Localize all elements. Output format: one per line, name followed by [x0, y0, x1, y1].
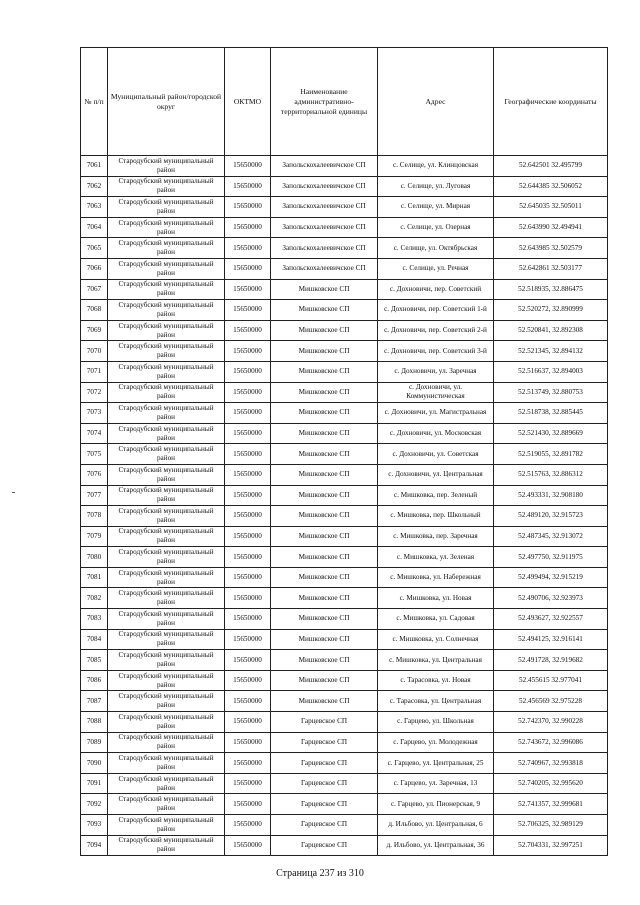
- row-number: 7063: [81, 197, 108, 218]
- row-coords: 52.643985 32.502579: [494, 238, 608, 259]
- row-unit: Мишковское СП: [271, 300, 378, 321]
- table-row: [81, 444, 608, 465]
- row-address: с. Дохновичи, пер. Советский: [378, 279, 494, 300]
- row-coords: 52.519055, 32.891782: [494, 444, 608, 465]
- row-coords: 52.741357, 32.999681: [494, 794, 608, 815]
- row-district: Стародубский муниципальный район: [108, 712, 225, 733]
- row-district: Стародубский муниципальный район: [108, 279, 225, 300]
- row-address: с. Мишковка, ул. Центральная: [378, 650, 494, 671]
- row-coords: 52.493331, 32.908180: [494, 485, 608, 506]
- row-oktmo: 15650000: [225, 156, 271, 177]
- row-oktmo: 15650000: [225, 444, 271, 465]
- row-address: с. Селище, ул. Озерная: [378, 217, 494, 238]
- row-coords: 52.742370, 32.990228: [494, 712, 608, 733]
- row-number: 7081: [81, 567, 108, 588]
- table-row: [81, 403, 608, 424]
- row-unit: Гарцевское СП: [271, 773, 378, 794]
- row-coords: 52.740205, 32.995620: [494, 773, 608, 794]
- row-address: с. Мишковка, ул. Новая: [378, 588, 494, 609]
- row-address: д. Ильбово, ул. Центральная, 36: [378, 835, 494, 856]
- row-district: Стародубский муниципальный район: [108, 547, 225, 568]
- row-oktmo: 15650000: [225, 609, 271, 630]
- row-address: с. Селище, ул. Октябрьская: [378, 238, 494, 259]
- row-number: 7084: [81, 629, 108, 650]
- table-row: [81, 753, 608, 774]
- table-row: [81, 320, 608, 341]
- row-oktmo: 15650000: [225, 753, 271, 774]
- row-unit: Гарцевское СП: [271, 835, 378, 856]
- row-oktmo: 15650000: [225, 258, 271, 279]
- row-address: с. Мишковка, пер. Школьный: [378, 506, 494, 527]
- row-oktmo: 15650000: [225, 567, 271, 588]
- row-oktmo: 15650000: [225, 238, 271, 259]
- row-coords: 52.456569 32.975228: [494, 691, 608, 712]
- row-district: Стародубский муниципальный район: [108, 815, 225, 836]
- page-footer: Страница 237 из 310: [276, 868, 364, 879]
- row-district: Стародубский муниципальный район: [108, 794, 225, 815]
- row-district: Стародубский муниципальный район: [108, 753, 225, 774]
- row-oktmo: 15650000: [225, 629, 271, 650]
- row-number: 7092: [81, 794, 108, 815]
- row-oktmo: 15650000: [225, 712, 271, 733]
- row-district: Стародубский муниципальный район: [108, 217, 225, 238]
- row-address: с. Мишковка, ул. Зеленая: [378, 547, 494, 568]
- table-row: [81, 176, 608, 197]
- table-row: [81, 238, 608, 259]
- row-number: 7074: [81, 423, 108, 444]
- row-number: 7090: [81, 753, 108, 774]
- row-coords: 52.455615 32.977041: [494, 670, 608, 691]
- row-oktmo: 15650000: [225, 464, 271, 485]
- row-coords: 52.644385 32.506052: [494, 176, 608, 197]
- row-address: с. Тарасовка, ул. Центральная: [378, 691, 494, 712]
- table-row: [81, 382, 608, 403]
- header-address: Адрес: [378, 48, 494, 156]
- row-number: 7079: [81, 526, 108, 547]
- row-oktmo: 15650000: [225, 217, 271, 238]
- row-unit: Гарцевское СП: [271, 815, 378, 836]
- row-oktmo: 15650000: [225, 547, 271, 568]
- row-number: 7070: [81, 341, 108, 362]
- table-row: [81, 567, 608, 588]
- row-address: с. Селище, ул. Мирная: [378, 197, 494, 218]
- table-row: [81, 464, 608, 485]
- table-row: [81, 526, 608, 547]
- row-oktmo: 15650000: [225, 815, 271, 836]
- row-district: Стародубский муниципальный район: [108, 609, 225, 630]
- row-number: 7065: [81, 238, 108, 259]
- row-coords: 52.520272, 32.890999: [494, 300, 608, 321]
- table-row: [81, 815, 608, 836]
- table-row: [81, 300, 608, 321]
- row-unit: Мишковское СП: [271, 341, 378, 362]
- row-oktmo: 15650000: [225, 197, 271, 218]
- row-address: с. Селище, ул. Клинцовская: [378, 156, 494, 177]
- row-unit: Запольскохалеевичское СП: [271, 176, 378, 197]
- row-unit: Запольскохалеевичское СП: [271, 258, 378, 279]
- row-number: 7087: [81, 691, 108, 712]
- row-coords: 52.490706, 32.923973: [494, 588, 608, 609]
- row-unit: Мишковское СП: [271, 485, 378, 506]
- table-row: [81, 361, 608, 382]
- table-row: [81, 835, 608, 856]
- row-unit: Мишковское СП: [271, 691, 378, 712]
- row-number: 7082: [81, 588, 108, 609]
- row-oktmo: 15650000: [225, 485, 271, 506]
- row-address: с. Тарасовка, ул. Новая: [378, 670, 494, 691]
- row-district: Стародубский муниципальный район: [108, 238, 225, 259]
- row-number: 7061: [81, 156, 108, 177]
- row-address: с. Гарцево, ул. Молодежная: [378, 732, 494, 753]
- row-unit: Мишковское СП: [271, 423, 378, 444]
- document-sheet: [80, 47, 608, 856]
- table-row: [81, 506, 608, 527]
- row-district: Стародубский муниципальный район: [108, 176, 225, 197]
- row-coords: 52.497750, 32.911975: [494, 547, 608, 568]
- row-address: с. Гарцево, ул. Пионерская, 9: [378, 794, 494, 815]
- row-district: Стародубский муниципальный район: [108, 361, 225, 382]
- row-unit: Гарцевское СП: [271, 753, 378, 774]
- row-district: Стародубский муниципальный район: [108, 258, 225, 279]
- table-row: [81, 197, 608, 218]
- row-address: с. Гарцево, ул. Школьная: [378, 712, 494, 733]
- header-unit: Наименование административно-территориальной единицы: [271, 48, 378, 156]
- row-number: 7077: [81, 485, 108, 506]
- table-row: [81, 547, 608, 568]
- table-row: [81, 732, 608, 753]
- row-address: с. Селище, ул. Речная: [378, 258, 494, 279]
- row-district: Стародубский муниципальный район: [108, 526, 225, 547]
- row-coords: 52.706325, 32.989129: [494, 815, 608, 836]
- row-number: 7069: [81, 320, 108, 341]
- row-address: д. Ильбово, ул. Центральная, 6: [378, 815, 494, 836]
- table-row: [81, 217, 608, 238]
- row-number: 7066: [81, 258, 108, 279]
- row-coords: 52.515763, 32.886312: [494, 464, 608, 485]
- row-unit: Мишковское СП: [271, 650, 378, 671]
- row-number: 7085: [81, 650, 108, 671]
- table-row: [81, 156, 608, 177]
- row-district: Стародубский муниципальный район: [108, 403, 225, 424]
- row-unit: Мишковское СП: [271, 670, 378, 691]
- row-district: Стародубский муниципальный район: [108, 300, 225, 321]
- row-number: 7094: [81, 835, 108, 856]
- table-row: [81, 258, 608, 279]
- row-district: Стародубский муниципальный район: [108, 423, 225, 444]
- table-row: [81, 423, 608, 444]
- row-district: Стародубский муниципальный район: [108, 444, 225, 465]
- row-coords: 52.487345, 32.913072: [494, 526, 608, 547]
- row-address: с. Дохновичи, ул. Советская: [378, 444, 494, 465]
- row-address: с. Мишковка, пер. Заречная: [378, 526, 494, 547]
- row-address: с. Дохновичи, ул. Магистральная: [378, 403, 494, 424]
- row-address: с. Дохновичи, пер. Советский 2-й: [378, 320, 494, 341]
- row-number: 7076: [81, 464, 108, 485]
- row-district: Стародубский муниципальный район: [108, 464, 225, 485]
- row-district: Стародубский муниципальный район: [108, 650, 225, 671]
- row-number: 7072: [81, 382, 108, 403]
- table-row: [81, 773, 608, 794]
- row-address: с. Дохновичи, ул. Московская: [378, 423, 494, 444]
- row-unit: Мишковское СП: [271, 526, 378, 547]
- table-body: [81, 156, 608, 856]
- row-unit: Запольскохалеевичское СП: [271, 238, 378, 259]
- row-number: 7088: [81, 712, 108, 733]
- table-row: [81, 609, 608, 630]
- row-address: с. Мишковка, ул. Набережная: [378, 567, 494, 588]
- header-num: № п/п: [81, 48, 108, 156]
- row-unit: Гарцевское СП: [271, 712, 378, 733]
- row-coords: 52.489120, 32.915723: [494, 506, 608, 527]
- row-coords: 52.491728, 32.919682: [494, 650, 608, 671]
- row-unit: Мишковское СП: [271, 506, 378, 527]
- row-coords: 52.743672, 32.996086: [494, 732, 608, 753]
- header-oktmo: ОКТМО: [225, 48, 271, 156]
- row-unit: Гарцевское СП: [271, 732, 378, 753]
- table-row: [81, 794, 608, 815]
- row-unit: Мишковское СП: [271, 609, 378, 630]
- row-unit: Мишковское СП: [271, 629, 378, 650]
- row-district: Стародубский муниципальный район: [108, 320, 225, 341]
- row-oktmo: 15650000: [225, 341, 271, 362]
- header-district: Муниципальный район/городской округ: [108, 48, 225, 156]
- row-coords: 52.740967, 32.993818: [494, 753, 608, 774]
- row-oktmo: 15650000: [225, 403, 271, 424]
- row-coords: 52.645035 32.505011: [494, 197, 608, 218]
- row-oktmo: 15650000: [225, 835, 271, 856]
- row-address: с. Дохновичи, ул. Центральная: [378, 464, 494, 485]
- row-coords: 52.499494, 32.915219: [494, 567, 608, 588]
- address-table: [80, 47, 608, 856]
- table-header-row: [81, 48, 608, 156]
- row-coords: 52.493627, 32.922557: [494, 609, 608, 630]
- row-oktmo: 15650000: [225, 423, 271, 444]
- table-row: [81, 691, 608, 712]
- header-coords: Географические координаты: [494, 48, 608, 156]
- row-coords: 52.518738, 32.885445: [494, 403, 608, 424]
- row-unit: Запольскохалеевичское СП: [271, 197, 378, 218]
- table-row: [81, 712, 608, 733]
- table-row: [81, 629, 608, 650]
- row-address: с. Мишковка, ул. Садовая: [378, 609, 494, 630]
- row-oktmo: 15650000: [225, 176, 271, 197]
- row-number: 7073: [81, 403, 108, 424]
- row-district: Стародубский муниципальный район: [108, 670, 225, 691]
- row-oktmo: 15650000: [225, 794, 271, 815]
- row-number: 7078: [81, 506, 108, 527]
- row-oktmo: 15650000: [225, 691, 271, 712]
- table-row: [81, 650, 608, 671]
- row-coords: 52.520841, 32.892308: [494, 320, 608, 341]
- row-coords: 52.521345, 32.894132: [494, 341, 608, 362]
- row-coords: 52.494125, 32.916141: [494, 629, 608, 650]
- row-district: Стародубский муниципальный район: [108, 773, 225, 794]
- row-unit: Мишковское СП: [271, 361, 378, 382]
- row-number: 7062: [81, 176, 108, 197]
- table-row: [81, 485, 608, 506]
- row-district: Стародубский муниципальный район: [108, 567, 225, 588]
- table-row: [81, 670, 608, 691]
- row-coords: 52.642861 32.503177: [494, 258, 608, 279]
- row-number: 7086: [81, 670, 108, 691]
- row-address: с. Мишковка, пер. Зеленый: [378, 485, 494, 506]
- row-unit: Мишковское СП: [271, 279, 378, 300]
- row-oktmo: 15650000: [225, 588, 271, 609]
- row-oktmo: 15650000: [225, 279, 271, 300]
- table-row: [81, 588, 608, 609]
- row-unit: Запольскохалеевичское СП: [271, 156, 378, 177]
- row-oktmo: 15650000: [225, 320, 271, 341]
- row-unit: Мишковское СП: [271, 382, 378, 403]
- row-district: Стародубский муниципальный район: [108, 732, 225, 753]
- row-oktmo: 15650000: [225, 670, 271, 691]
- row-address: с. Дохновичи, пер. Советский 1-й: [378, 300, 494, 321]
- row-unit: Мишковское СП: [271, 567, 378, 588]
- row-oktmo: 15650000: [225, 650, 271, 671]
- row-number: 7091: [81, 773, 108, 794]
- row-number: 7064: [81, 217, 108, 238]
- row-unit: Запольскохалеевичское СП: [271, 217, 378, 238]
- row-oktmo: 15650000: [225, 526, 271, 547]
- row-district: Стародубский муниципальный район: [108, 485, 225, 506]
- row-district: Стародубский муниципальный район: [108, 588, 225, 609]
- row-coords: 52.642501 32.495799: [494, 156, 608, 177]
- row-unit: Мишковское СП: [271, 444, 378, 465]
- row-number: 7089: [81, 732, 108, 753]
- row-district: Стародубский муниципальный район: [108, 691, 225, 712]
- row-unit: Мишковское СП: [271, 547, 378, 568]
- row-number: 7075: [81, 444, 108, 465]
- row-address: с. Селище, ул. Луговая: [378, 176, 494, 197]
- row-unit: Мишковское СП: [271, 403, 378, 424]
- row-address: с. Гарцево, ул. Центральная, 25: [378, 753, 494, 774]
- row-district: Стародубский муниципальный район: [108, 341, 225, 362]
- row-oktmo: 15650000: [225, 382, 271, 403]
- row-unit: Гарцевское СП: [271, 794, 378, 815]
- row-address: с. Дохновичи, ул. Коммунистическая: [378, 382, 494, 403]
- row-coords: 52.643990 32.494941: [494, 217, 608, 238]
- row-oktmo: 15650000: [225, 506, 271, 527]
- row-coords: 52.518935, 32.886475: [494, 279, 608, 300]
- row-oktmo: 15650000: [225, 732, 271, 753]
- row-district: Стародубский муниципальный район: [108, 835, 225, 856]
- row-number: 7093: [81, 815, 108, 836]
- row-district: Стародубский муниципальный район: [108, 382, 225, 403]
- row-number: 7067: [81, 279, 108, 300]
- row-coords: 52.704331, 32.997251: [494, 835, 608, 856]
- row-district: Стародубский муниципальный район: [108, 197, 225, 218]
- row-number: 7083: [81, 609, 108, 630]
- row-oktmo: 15650000: [225, 300, 271, 321]
- row-number: 7068: [81, 300, 108, 321]
- row-coords: 52.513749, 32.880753: [494, 382, 608, 403]
- row-district: Стародубский муниципальный район: [108, 629, 225, 650]
- row-address: с. Дохновичи, ул. Заречная: [378, 361, 494, 382]
- row-address: с. Дохновичи, пер. Советский 3-й: [378, 341, 494, 362]
- row-coords: 52.521430, 32.889669: [494, 423, 608, 444]
- row-oktmo: 15650000: [225, 361, 271, 382]
- row-unit: Мишковское СП: [271, 320, 378, 341]
- row-address: с. Гарцево, ул. Заречная, 13: [378, 773, 494, 794]
- row-unit: Мишковское СП: [271, 464, 378, 485]
- row-unit: Мишковское СП: [271, 588, 378, 609]
- row-oktmo: 15650000: [225, 773, 271, 794]
- row-district: Стародубский муниципальный район: [108, 506, 225, 527]
- table-row: [81, 341, 608, 362]
- row-number: 7071: [81, 361, 108, 382]
- margin-mark: [12, 492, 15, 493]
- row-address: с. Мишковка, ул. Солнечная: [378, 629, 494, 650]
- row-district: Стародубский муниципальный район: [108, 156, 225, 177]
- row-coords: 52.516637, 32.894003: [494, 361, 608, 382]
- row-number: 7080: [81, 547, 108, 568]
- table-row: [81, 279, 608, 300]
